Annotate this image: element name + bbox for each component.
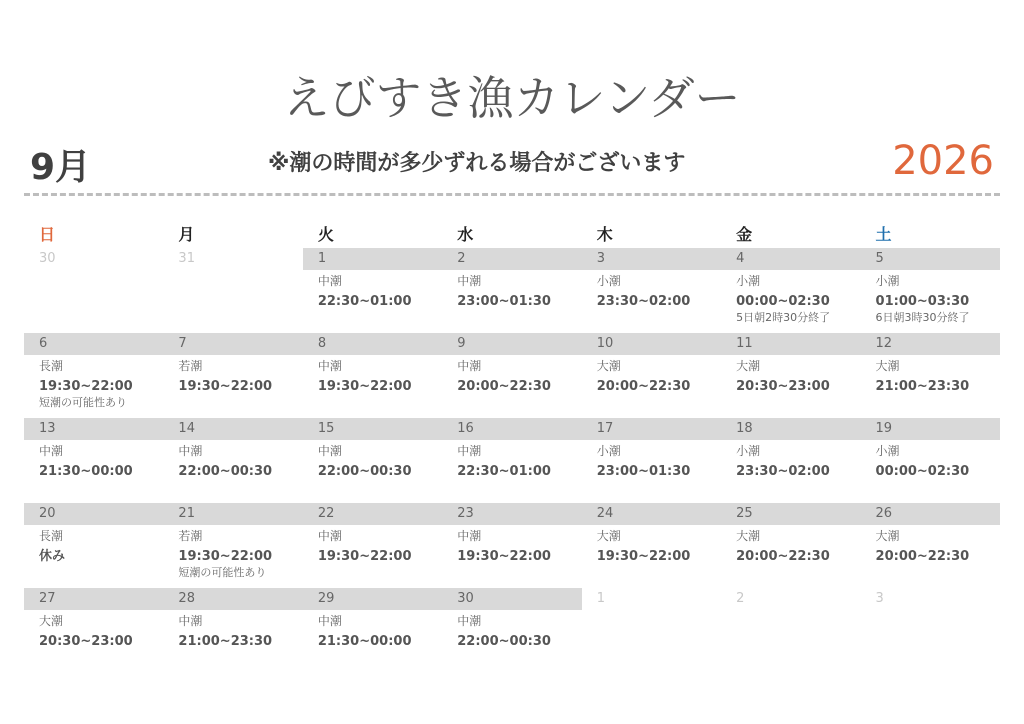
day-number: 8 [303,333,442,355]
weekday-wednesday: 水 [457,225,474,244]
calendar-weeks [24,248,1000,673]
day-cell [303,503,442,588]
day-number: 26 [861,503,1000,525]
fishing-time: 19:30~22:00 [457,549,551,564]
day-number: 1 [303,248,442,270]
tide-type: 小潮 [875,444,900,458]
fishing-time: 22:00~00:30 [317,464,412,479]
tide-type: 小潮 [596,444,621,458]
tide-type: 小潮 [875,274,900,288]
day-number: 1 [596,591,605,606]
tide-type: 大潮 [875,359,900,373]
day-number: 23 [442,503,581,525]
week-row [24,588,1000,673]
day-cell [582,248,721,333]
day-number: 9 [442,333,581,355]
day-cell [163,333,302,418]
tide-type: 小潮 [596,274,621,288]
fishing-time: 21:30~00:00 [39,464,133,479]
tide-type: 若潮 [178,529,203,543]
calendar-title: えびすき漁カレンダー [283,71,741,125]
day-cell [861,588,1000,673]
fishing-time: 00:00~02:30 [736,294,830,309]
weekday-sunday: 日 [39,225,56,244]
fishing-time: 23:30~02:00 [736,464,830,479]
fishing-time: 19:30~22:00 [317,379,412,394]
tide-type: 中潮 [457,529,482,543]
day-number: 18 [721,418,860,440]
day-note: 6日朝3時30分終了 [875,311,970,324]
day-number: 21 [163,503,302,525]
day-cell [582,588,721,673]
day-number: 29 [303,588,442,610]
day-cell [24,588,163,673]
day-cell [582,333,721,418]
day-number: 3 [582,248,721,270]
day-number: 22 [303,503,442,525]
tide-type: 中潮 [178,614,203,628]
day-cell [303,333,442,418]
day-cell [861,248,1000,333]
year-label: 2026 [892,138,994,184]
tide-type: 大潮 [596,359,621,373]
week-row [24,503,1000,588]
fishing-time: 19:30~22:00 [596,549,691,564]
day-cell [442,418,581,503]
day-number: 7 [163,333,302,355]
day-number: 5 [861,248,1000,270]
day-note: 5日朝2時30分終了 [736,311,831,324]
weekday-thursday: 木 [596,225,613,244]
fishing-time: 23:30~02:00 [596,294,691,309]
day-number: 28 [163,588,302,610]
day-number: 13 [24,418,163,440]
tide-type: 中潮 [317,359,342,373]
day-number: 25 [721,503,860,525]
fishing-time: 20:30~23:00 [39,634,133,649]
day-cell [861,503,1000,588]
week-row [24,248,1000,333]
tide-type: 若潮 [178,359,203,373]
day-cell [442,503,581,588]
fishing-time: 01:00~03:30 [875,294,970,309]
day-number: 6 [24,333,163,355]
calendar-grid [24,222,1000,673]
day-cell [24,418,163,503]
day-cell [163,588,302,673]
tide-type: 長潮 [39,529,64,543]
fishing-time: 21:00~23:30 [875,379,970,394]
fishing-time: 21:30~00:00 [317,634,412,649]
day-cell [303,418,442,503]
tide-type: 小潮 [736,274,761,288]
day-note: 短潮の可能性あり [39,396,127,409]
tide-type: 大潮 [736,529,761,543]
tide-type: 中潮 [457,444,482,458]
tide-type: 中潮 [178,444,203,458]
tide-type: 大潮 [596,529,621,543]
fishing-time: 19:30~22:00 [39,379,133,394]
day-number: 4 [721,248,860,270]
weekday-tuesday: 火 [317,225,334,244]
tide-type: 大潮 [736,359,761,373]
header-divider [24,193,1000,196]
fishing-time: 22:00~00:30 [457,634,551,649]
day-cell [163,503,302,588]
day-number: 12 [861,333,1000,355]
day-number: 10 [582,333,721,355]
fishing-time: 19:30~22:00 [178,549,273,564]
day-cell [721,503,860,588]
week-row [24,333,1000,418]
tide-type: 大潮 [875,529,900,543]
fishing-time: 22:30~01:00 [457,464,551,479]
fishing-time: 23:00~01:30 [596,464,691,479]
weekday-monday: 月 [178,225,195,244]
day-cell [721,588,860,673]
day-cell [442,588,581,673]
fishing-time: 22:30~01:00 [317,294,412,309]
month-label: 9月 [30,147,92,188]
day-number: 30 [442,588,581,610]
fishing-time: 00:00~02:30 [875,464,970,479]
day-number: 11 [721,333,860,355]
day-number: 3 [875,591,884,606]
tide-type: 中潮 [457,274,482,288]
tide-type: 中潮 [317,614,342,628]
tide-type: 中潮 [317,274,342,288]
day-cell [303,248,442,333]
day-cell [721,418,860,503]
day-number: 17 [582,418,721,440]
day-number: 31 [178,251,195,266]
day-number: 20 [24,503,163,525]
fishing-time: 20:00~22:30 [457,379,551,394]
fishing-time: 21:00~23:30 [178,634,273,649]
fishing-time: 23:00~01:30 [457,294,551,309]
day-number: 15 [303,418,442,440]
fishing-time: 20:30~23:00 [736,379,830,394]
fishing-time: 19:30~22:00 [317,549,412,564]
tide-type: 小潮 [736,444,761,458]
day-cell [861,333,1000,418]
fishing-time: 20:00~22:30 [736,549,830,564]
day-cell [163,418,302,503]
day-cell [24,248,163,333]
tide-type: 中潮 [317,529,342,543]
weekday-saturday: 土 [875,225,892,244]
day-cell [442,248,581,333]
day-cell [721,248,860,333]
day-cell [721,333,860,418]
tide-type: 中潮 [317,444,342,458]
day-number: 24 [582,503,721,525]
day-number: 14 [163,418,302,440]
day-cell [24,503,163,588]
day-number: 16 [442,418,581,440]
fishing-time: 休み [39,549,66,564]
weekday-header-row [24,222,1000,248]
day-cell [442,333,581,418]
tide-type: 中潮 [39,444,64,458]
day-cell [163,248,302,333]
day-number: 27 [24,588,163,610]
day-note: 短潮の可能性あり [178,566,267,579]
tide-type: 中潮 [457,359,482,373]
tide-type: 中潮 [457,614,482,628]
week-row [24,418,1000,503]
day-cell [861,418,1000,503]
fishing-time: 20:00~22:30 [596,379,691,394]
day-number: 19 [861,418,1000,440]
time-notice: ※潮の時間が多少ずれる場合がございます [268,151,686,176]
tide-type: 長潮 [39,359,64,373]
day-number: 30 [39,251,56,266]
day-cell [582,418,721,503]
day-cell [582,503,721,588]
day-number: 2 [442,248,581,270]
tide-type: 大潮 [39,614,64,628]
fishing-time: 19:30~22:00 [178,379,273,394]
day-number: 2 [736,591,745,606]
fishing-time: 22:00~00:30 [178,464,273,479]
fishing-time: 20:00~22:30 [875,549,970,564]
weekday-friday: 金 [736,225,753,244]
day-cell [303,588,442,673]
day-cell [24,333,163,418]
